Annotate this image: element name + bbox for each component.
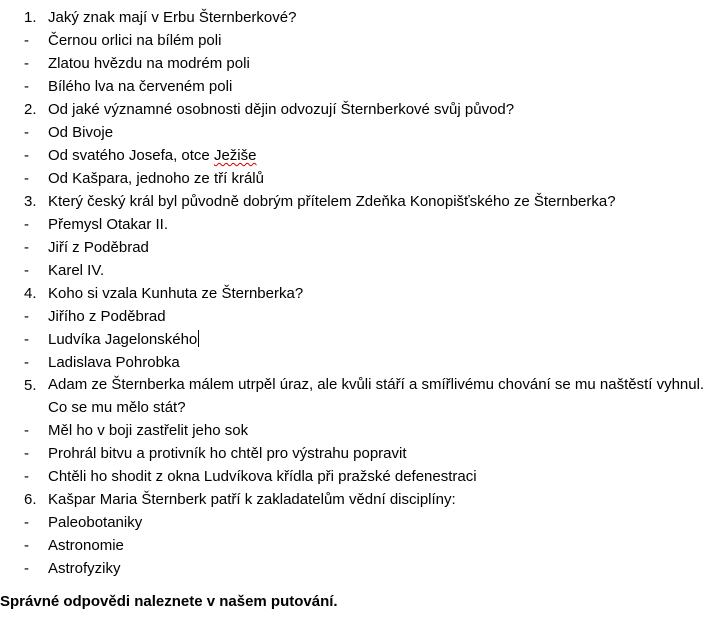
answer-text: Paleobotaniky bbox=[48, 514, 143, 531]
question-5 bbox=[0, 374, 722, 419]
dash-bullet: - bbox=[24, 560, 29, 577]
answer-option bbox=[0, 75, 722, 98]
answer-option bbox=[0, 419, 722, 442]
answer-text: Jiřího z Poděbrad bbox=[48, 308, 166, 325]
dash-bullet: - bbox=[24, 32, 29, 49]
answer-text: Přemysl Otakar II. bbox=[48, 216, 169, 233]
answer-option bbox=[0, 236, 722, 259]
answer-text: Astronomie bbox=[48, 537, 124, 554]
question-1 bbox=[0, 6, 722, 29]
answer-option bbox=[0, 29, 722, 52]
dash-bullet: - bbox=[24, 514, 29, 531]
answer-text: Prohrál bitvu a protivník ho chtěl pro výstrahu popravit bbox=[48, 445, 407, 462]
dash-bullet: - bbox=[24, 422, 29, 439]
dash-bullet: - bbox=[24, 331, 29, 348]
question-2 bbox=[0, 98, 722, 121]
answer-text: Od Kašpara, jednoho ze tří králů bbox=[48, 170, 264, 187]
answer-text: Bílého lva na červeném poli bbox=[48, 78, 233, 95]
answer-option bbox=[0, 557, 722, 580]
answers-note: Správné odpovědi naleznete v našem putování. bbox=[0, 593, 338, 610]
answer-text: Karel IV. bbox=[48, 262, 105, 279]
dash-bullet: - bbox=[24, 170, 29, 187]
dash-bullet: - bbox=[24, 239, 29, 256]
answer-option bbox=[0, 213, 722, 236]
question-text: Adam ze Šternberka málem utrpěl úraz, ale kvůli stáří a smířlivému chování se mu naštěstí vyhnul. Co se mu mělo stát? bbox=[48, 376, 705, 416]
answer-option bbox=[0, 442, 722, 465]
question-text: Koho si vzala Kunhuta ze Šternberka? bbox=[48, 285, 304, 302]
question-text: Který český král byl původně dobrým přítelem Zdeňka Konopišťského ze Šternberka? bbox=[48, 193, 616, 210]
answer-text: Ladislava Pohrobka bbox=[48, 354, 180, 371]
text-cursor bbox=[198, 330, 199, 347]
question-number: 5. bbox=[24, 377, 37, 394]
dash-bullet: - bbox=[24, 262, 29, 279]
answer-option bbox=[0, 511, 722, 534]
question-number: 2. bbox=[24, 101, 37, 118]
answer-option bbox=[0, 465, 722, 488]
question-number: 3. bbox=[24, 193, 37, 210]
answer-text: Měl ho v boji zastřelit jeho sok bbox=[48, 422, 249, 439]
dash-bullet: - bbox=[24, 537, 29, 554]
dash-bullet: - bbox=[24, 468, 29, 485]
question-number: 4. bbox=[24, 285, 37, 302]
answer-option bbox=[0, 534, 722, 557]
question-4 bbox=[0, 282, 722, 305]
question-text: Jaký znak mají v Erbu Šternberkové? bbox=[48, 9, 297, 26]
answer-text-part: Ludvíka Jagelonského bbox=[48, 331, 198, 348]
dash-bullet: - bbox=[24, 308, 29, 325]
question-3 bbox=[0, 190, 722, 213]
question-number: 6. bbox=[24, 491, 37, 508]
answer-option bbox=[0, 305, 722, 328]
dash-bullet: - bbox=[24, 55, 29, 72]
dash-bullet: - bbox=[24, 354, 29, 371]
answer-option bbox=[0, 351, 722, 374]
dash-bullet: - bbox=[24, 124, 29, 141]
answer-text: Chtěli ho shodit z okna Ludvíkova křídla při pražské defenestraci bbox=[48, 468, 477, 485]
dash-bullet: - bbox=[24, 445, 29, 462]
question-6 bbox=[0, 488, 722, 511]
answer-text-part: Od svatého Josefa, otce bbox=[48, 147, 214, 164]
question-text: Kašpar Maria Šternberk patří k zakladatelům vědní disciplíny: bbox=[48, 491, 456, 508]
answer-text: Od Bivoje bbox=[48, 124, 114, 141]
answer-option bbox=[0, 328, 722, 351]
answer-option bbox=[0, 259, 722, 282]
dash-bullet: - bbox=[24, 216, 29, 233]
dash-bullet: - bbox=[24, 147, 29, 164]
answer-text: Astrofyziky bbox=[48, 560, 121, 577]
answer-text: Jiří z Poděbrad bbox=[48, 239, 149, 256]
question-number: 1. bbox=[24, 9, 37, 26]
answer-option bbox=[0, 52, 722, 75]
answer-text bbox=[48, 144, 256, 167]
answer-text: Černou orlici na bílém poli bbox=[48, 32, 222, 49]
answer-option bbox=[0, 144, 722, 167]
dash-bullet: - bbox=[24, 78, 29, 95]
answer-option bbox=[0, 167, 722, 190]
answer-text: Zlatou hvězdu na modrém poli bbox=[48, 55, 250, 72]
document-body[interactable] bbox=[0, 6, 722, 580]
spellcheck-underlined-word[interactable]: Ježiše bbox=[213, 147, 257, 164]
answer-option bbox=[0, 121, 722, 144]
question-text: Od jaké významné osobnosti dějin odvozují Šternberkové svůj původ? bbox=[48, 101, 515, 118]
answer-text bbox=[48, 328, 199, 351]
